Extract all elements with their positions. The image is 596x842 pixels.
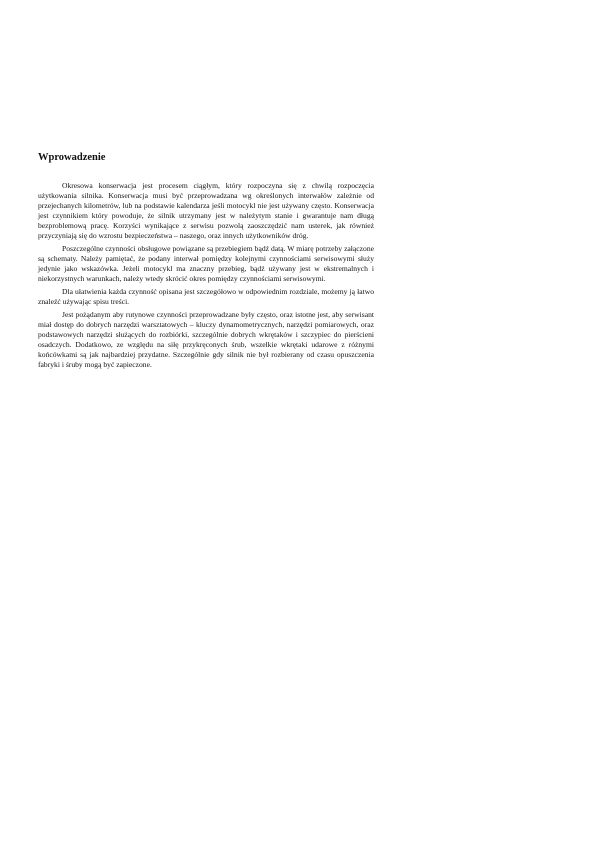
- paragraph-3: Dla ułatwienia każda czynność opisana jest szczegółowo w odpowiednim rozdziale, możemy ją łatwo znaleźć używając spisu treści.: [38, 287, 374, 306]
- paragraph-4: Jest pożądanym aby rutynowe czynności przeprowadzane były często, oraz istotne jest, aby serwisant miał dostęp do dobrych narzędzi warsztatowych – kluczy dynamometrycznych, narzędzi pomiarowych, oraz podstawowych narzędzi służących do rozbiórki, szczególnie dobrych wkrętaków i szczypiec do pierścieni osadczych. Dodatkowo, ze względu na siłę przykręconych śrub, wszelkie wkrętaki udarowe z różnymi końcówkami są jak najbardziej przydatne. Szczególnie gdy silnik nie był rozbierany od czasu opuszczenia fabryki i śruby mogą być zapieczone.: [38, 310, 374, 369]
- section-heading: Wprowadzenie: [38, 152, 106, 163]
- paragraph-1: Okresowa konserwacja jest procesem ciągłym, który rozpoczyna się z chwilą rozpoczęcia użytkowania silnika. Konserwacja musi być przeprowadzana wg określonych interwałów zależnie od przejechanych kilometrów, lub na podstawie kalendarza jeśli motocykl nie jest używany często. Konserwacja jest czynnikiem który powoduje, że silnik utrzymany jest w należytym stanie i gwarantuje nam długą bezproblemową pracę. Korzyści wynikające z serwisu pozwolą zaoszczędzić nam usterek, jak również przyczyniają się do wzrostu bezpieczeństwa – naszego, oraz innych użytkowników dróg.: [38, 181, 374, 240]
- body-text: [38, 181, 374, 373]
- paragraph-2: Poszczególne czynności obsługowe powiązane są przebiegiem bądź datą. W miarę potrzeby załączone są schematy. Należy pamiętać, że podany interwał pomiędzy kolejnymi czynnościami serwisowymi służy jedynie jako wskazówka. Jeżeli motocykl ma znaczny przebieg, bądź używany jest w ekstremalnych i niekorzystnych warunkach, należy wtedy skrócić okres pomiędzy czynnościami serwisowymi.: [38, 244, 374, 283]
